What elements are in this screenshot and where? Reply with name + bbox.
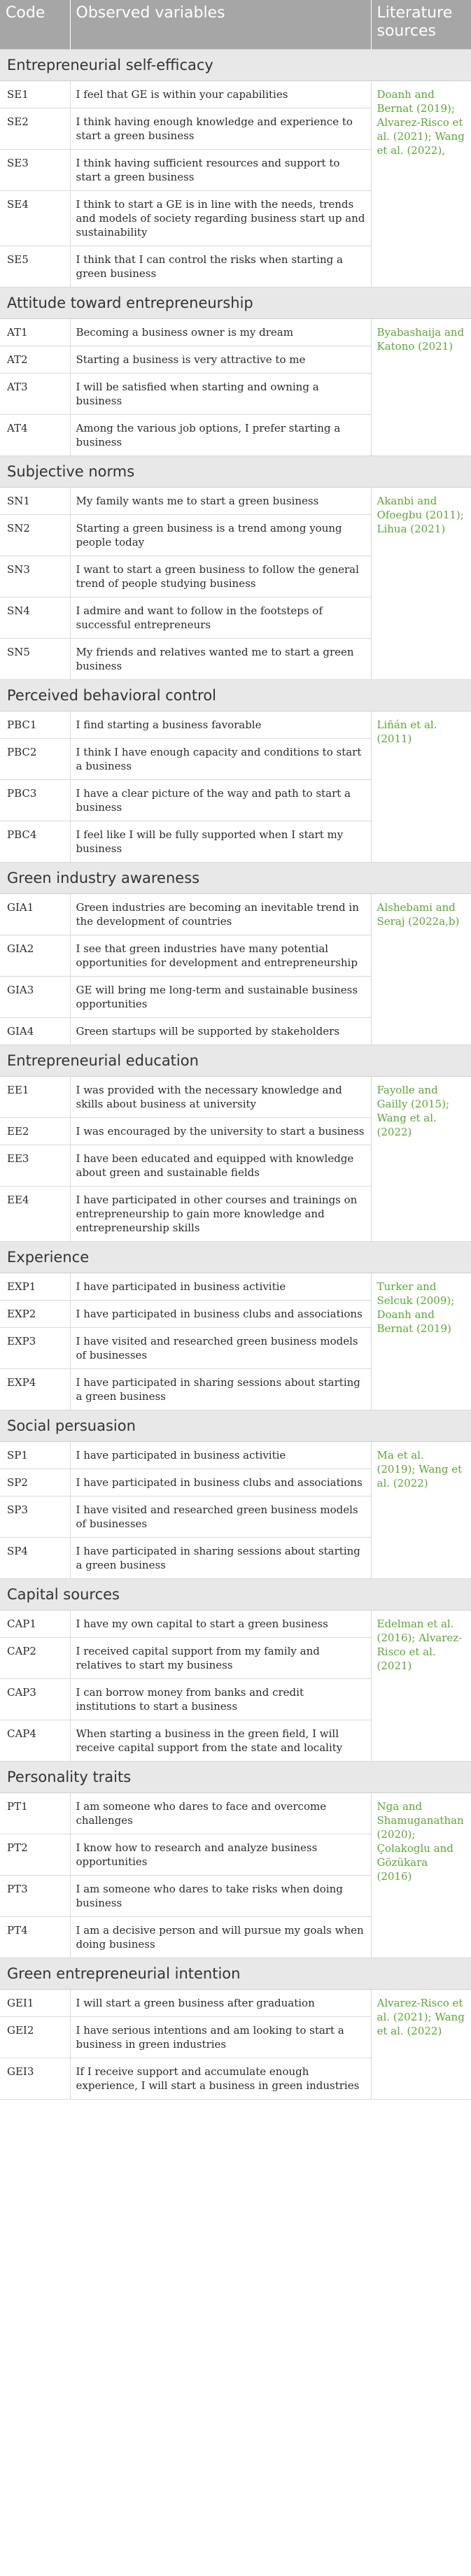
section-header bbox=[0, 1579, 471, 1611]
observed-variable: I have participated in sharing sessions about starting a green business bbox=[70, 1538, 371, 1579]
literature-source: Ma et al. (2019); Wang et al. (2022) bbox=[371, 1442, 471, 1579]
variable-code: PBC3 bbox=[0, 780, 70, 821]
table-row bbox=[0, 1793, 471, 1834]
observed-variable: I think I have enough capacity and conditions to start a business bbox=[70, 739, 371, 780]
observed-variable: I will start a green business after graduation bbox=[70, 1990, 371, 2017]
variable-code: SP3 bbox=[0, 1496, 70, 1538]
observed-variable: Starting a business is very attractive to me bbox=[70, 346, 371, 374]
literature-source: Nga and Shamuganathan (2020); Çolakoglu and Gözükara (2016) bbox=[371, 1793, 471, 1958]
section-header bbox=[0, 456, 471, 488]
variable-code: PT4 bbox=[0, 1917, 70, 1958]
observed-variable: I think that I can control the risks when starting a green business bbox=[70, 246, 371, 288]
section-title: Personality traits bbox=[0, 1762, 471, 1793]
literature-source: Alvarez-Risco et al. (2021); Wang et al. (2022) bbox=[371, 1990, 471, 2100]
variable-code: AT3 bbox=[0, 374, 70, 415]
observed-variable: Green industries are becoming an inevitable trend in the development of countries bbox=[70, 894, 371, 935]
table-row bbox=[0, 1611, 471, 1638]
variable-code: CAP4 bbox=[0, 1720, 70, 1762]
variable-code: EE1 bbox=[0, 1077, 70, 1118]
literature-source: Liñán et al. (2011) bbox=[371, 712, 471, 863]
observed-variable: I have my own capital to start a green business bbox=[70, 1611, 371, 1638]
section-title: Social persuasion bbox=[0, 1410, 471, 1442]
section-title: Green entrepreneurial intention bbox=[0, 1958, 471, 1990]
header-row bbox=[0, 0, 471, 50]
variable-code: GIA1 bbox=[0, 894, 70, 935]
observed-variable: I have participated in sharing sessions about starting a green business bbox=[70, 1369, 371, 1410]
variable-code: SE5 bbox=[0, 246, 70, 288]
table-body bbox=[0, 50, 471, 2100]
variable-code: CAP2 bbox=[0, 1638, 70, 1679]
variable-code: SE2 bbox=[0, 108, 70, 150]
variable-code: SN5 bbox=[0, 639, 70, 680]
observed-variable: I want to start a green business to follow the general trend of people studying business bbox=[70, 556, 371, 597]
observed-variable: I can borrow money from banks and credit institutions to start a business bbox=[70, 1679, 371, 1720]
variable-code: PBC2 bbox=[0, 739, 70, 780]
variable-code: SP4 bbox=[0, 1538, 70, 1579]
observed-variable: I have visited and researched green business models of businesses bbox=[70, 1328, 371, 1369]
variable-code: SE4 bbox=[0, 191, 70, 246]
observed-variable: I have participated in business clubs and associations bbox=[70, 1301, 371, 1328]
variable-code: GEI3 bbox=[0, 2058, 70, 2100]
variable-code: PT3 bbox=[0, 1876, 70, 1917]
observed-variable: I have been educated and equipped with knowledge about green and sustainable fields bbox=[70, 1145, 371, 1187]
table-row bbox=[0, 894, 471, 935]
literature-source: Fayolle and Gailly (2015); Wang et al. (2022) bbox=[371, 1077, 471, 1242]
section-header bbox=[0, 50, 471, 81]
variable-code: EE3 bbox=[0, 1145, 70, 1187]
observed-variable: I have visited and researched green business models of businesses bbox=[70, 1496, 371, 1538]
variable-code: SE3 bbox=[0, 150, 70, 191]
literature-source: Edelman et al. (2016); Alvarez-Risco et al. (2021) bbox=[371, 1611, 471, 1762]
observed-variable: My friends and relatives wanted me to start a green business bbox=[70, 639, 371, 680]
variable-code: SN4 bbox=[0, 597, 70, 639]
variable-code: CAP1 bbox=[0, 1611, 70, 1638]
table-row bbox=[0, 488, 471, 515]
section-header bbox=[0, 1410, 471, 1442]
observed-variable: GE will bring me long-term and sustainable business opportunities bbox=[70, 977, 371, 1018]
section-title: Experience bbox=[0, 1242, 471, 1273]
observed-variable: I am someone who dares to take risks when doing business bbox=[70, 1876, 371, 1917]
section-header bbox=[0, 1242, 471, 1273]
section-header bbox=[0, 1762, 471, 1793]
variable-code: EXP3 bbox=[0, 1328, 70, 1369]
section-title: Attitude toward entrepreneurship bbox=[0, 288, 471, 319]
variable-code: EXP1 bbox=[0, 1273, 70, 1301]
observed-variable: I am a decisive person and will pursue my goals when doing business bbox=[70, 1917, 371, 1958]
variable-code: PBC1 bbox=[0, 712, 70, 739]
table-row bbox=[0, 319, 471, 346]
variable-code: PT1 bbox=[0, 1793, 70, 1834]
literature-source: Byabashaija and Katono (2021) bbox=[371, 319, 471, 456]
variable-code: EE2 bbox=[0, 1118, 70, 1145]
table-row bbox=[0, 712, 471, 739]
variable-code: SN3 bbox=[0, 556, 70, 597]
section-title: Green industry awareness bbox=[0, 863, 471, 894]
variable-code: PBC4 bbox=[0, 821, 70, 863]
observed-variable: I was encouraged by the university to start a business bbox=[70, 1118, 371, 1145]
table-row bbox=[0, 81, 471, 108]
variable-code: AT4 bbox=[0, 415, 70, 456]
observed-variable: I find starting a business favorable bbox=[70, 712, 371, 739]
literature-source: Turker and Selcuk (2009); Doanh and Bernat (2019) bbox=[371, 1273, 471, 1410]
literature-source: Alshebami and Seraj (2022a,b) bbox=[371, 894, 471, 1045]
variable-code: SN2 bbox=[0, 515, 70, 556]
table-row bbox=[0, 1442, 471, 1469]
variable-code: SP1 bbox=[0, 1442, 70, 1469]
observed-variable: If I receive support and accumulate enough experience, I will start a business in green industries bbox=[70, 2058, 371, 2100]
observed-variable: Becoming a business owner is my dream bbox=[70, 319, 371, 346]
variable-code: EE4 bbox=[0, 1187, 70, 1242]
observed-variable: I was provided with the necessary knowledge and skills about business at university bbox=[70, 1077, 371, 1118]
variable-code: SP2 bbox=[0, 1469, 70, 1496]
observed-variable: I admire and want to follow in the footsteps of successful entrepreneurs bbox=[70, 597, 371, 639]
observed-variable: I have a clear picture of the way and path to start a business bbox=[70, 780, 371, 821]
observed-variable: When starting a business in the green field, I will receive capital support from the state and locality bbox=[70, 1720, 371, 1762]
section-header bbox=[0, 680, 471, 712]
section-title: Entrepreneurial self-efficacy bbox=[0, 50, 471, 81]
variable-code: AT2 bbox=[0, 346, 70, 374]
section-title: Perceived behavioral control bbox=[0, 680, 471, 712]
observed-variable: I think to start a GE is in line with the needs, trends and models of society regarding business start up and sustainability bbox=[70, 191, 371, 246]
observed-variable: I have participated in other courses and trainings on entrepreneurship to gain more knowledge and entrepreneurship skills bbox=[70, 1187, 371, 1242]
variable-code: GIA3 bbox=[0, 977, 70, 1018]
variable-code: EXP4 bbox=[0, 1369, 70, 1410]
observed-variable: I have participated in business activitie bbox=[70, 1442, 371, 1469]
section-title: Capital sources bbox=[0, 1579, 471, 1611]
observed-variable: I have participated in business activitie bbox=[70, 1273, 371, 1301]
observed-variable: I received capital support from my family and relatives to start my business bbox=[70, 1638, 371, 1679]
variable-code: SE1 bbox=[0, 81, 70, 108]
variable-code: GIA4 bbox=[0, 1018, 70, 1045]
variable-code: SN1 bbox=[0, 488, 70, 515]
section-header bbox=[0, 863, 471, 894]
observed-variable: I have serious intentions and am looking to start a business in green industries bbox=[70, 2017, 371, 2058]
variable-code: GEI2 bbox=[0, 2017, 70, 2058]
header-literature-sources: Literature sources bbox=[371, 0, 471, 50]
observed-variable: I will be satisfied when starting and owning a business bbox=[70, 374, 371, 415]
observed-variable: I think having sufficient resources and support to start a green business bbox=[70, 150, 371, 191]
observed-variable: I feel that GE is within your capabilities bbox=[70, 81, 371, 108]
literature-source: Akanbi and Ofoegbu (2011); Lihua (2021) bbox=[371, 488, 471, 680]
variable-code: GEI1 bbox=[0, 1990, 70, 2017]
variable-code: EXP2 bbox=[0, 1301, 70, 1328]
section-header bbox=[0, 1958, 471, 1990]
table-row bbox=[0, 1273, 471, 1301]
observed-variable: I know how to research and analyze business opportunities bbox=[70, 1834, 371, 1876]
section-title: Subjective norms bbox=[0, 456, 471, 488]
variable-code: CAP3 bbox=[0, 1679, 70, 1720]
observed-variable: Among the various job options, I prefer starting a business bbox=[70, 415, 371, 456]
section-title: Entrepreneurial education bbox=[0, 1045, 471, 1077]
section-header bbox=[0, 288, 471, 319]
observed-variable: Green startups will be supported by stakeholders bbox=[70, 1018, 371, 1045]
section-header bbox=[0, 1045, 471, 1077]
observed-variable: My family wants me to start a green business bbox=[70, 488, 371, 515]
table-row bbox=[0, 1077, 471, 1118]
observed-variable: I see that green industries have many potential opportunities for development and entrepreneurship bbox=[70, 935, 371, 977]
variable-code: PT2 bbox=[0, 1834, 70, 1876]
observed-variable: Starting a green business is a trend among young people today bbox=[70, 515, 371, 556]
table-row bbox=[0, 1990, 471, 2017]
header-observed-variables: Observed variables bbox=[70, 0, 371, 50]
literature-source: Doanh and Bernat (2019); Alvarez-Risco et al. (2021); Wang et al. (2022), bbox=[371, 81, 471, 288]
observed-variable: I have participated in business clubs and associations bbox=[70, 1469, 371, 1496]
observed-variable: I am someone who dares to face and overcome challenges bbox=[70, 1793, 371, 1834]
variable-code: GIA2 bbox=[0, 935, 70, 977]
header-code: Code bbox=[0, 0, 70, 50]
observed-variable: I think having enough knowledge and experience to start a green business bbox=[70, 108, 371, 150]
variable-code: AT1 bbox=[0, 319, 70, 346]
observed-variable: I feel like I will be fully supported when I start my business bbox=[70, 821, 371, 863]
